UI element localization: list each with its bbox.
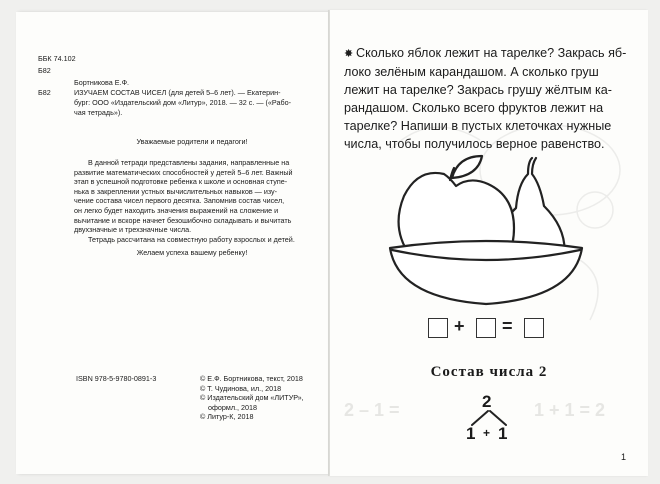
bowl-icon <box>390 241 582 304</box>
author-name: Бортникова Е.Ф. <box>74 78 130 87</box>
intro-paragraph <box>74 158 310 244</box>
right-page <box>330 10 648 476</box>
bbk-code: ББК 74.102 <box>38 54 76 63</box>
isbn: ISBN 978-5-9780-0891-3 <box>76 374 157 383</box>
left-page <box>16 12 330 474</box>
task-instructions <box>344 44 634 153</box>
task-line: тарелке? Напиши в пустых клеточках нужные <box>344 119 612 133</box>
copyright-block <box>200 374 324 422</box>
copyright-line: © Литур-К, 2018 <box>200 412 254 422</box>
greeting: Уважаемые родители и педагоги! <box>136 137 248 146</box>
biblio-line-2: бург: ООО «Издательский дом «Литур», 2018. — 32 с. — («Рабо- <box>74 98 291 107</box>
copyright-line: оформл., 2018 <box>208 402 258 412</box>
intro-line: он легко будет находить значения выражений на сложение и <box>74 205 279 215</box>
biblio-line-1: ИЗУЧАЕМ СОСТАВ ЧИСЕЛ (для детей 5–6 лет). — Екатерин- <box>74 88 281 97</box>
composition-left-number: 1 <box>466 424 476 443</box>
task-line <box>344 44 634 63</box>
intro-line: двухзначные и трехзначные числа. <box>74 225 192 235</box>
answer-box-1[interactable] <box>428 318 448 338</box>
intro-line: нька в закреплении устных вычислительных навыков — изу- <box>74 186 278 196</box>
copyright-line: © Издательский дом «ЛИТУР», <box>200 393 304 403</box>
intro-line: В данной тетради представлены задания, направленные на <box>88 158 290 167</box>
catalog-code-2: Б82 <box>38 88 51 97</box>
section-heading: Состав числа 2 <box>430 364 548 380</box>
intro-line: развитие математических способностей у детей 5–6 лет. Важный <box>74 167 293 177</box>
composition-right-number: 1 <box>498 424 508 443</box>
biblio-line-3: чая тетрадь»). <box>74 108 123 117</box>
answer-box-2[interactable] <box>476 318 496 338</box>
faint-expression-left: 2 – 1 = <box>344 400 400 420</box>
task-line: лежит на тарелке? Закрась грушу жёлтым ка- <box>344 83 612 97</box>
page-number: 1 <box>620 452 626 462</box>
leaf-icon <box>452 156 482 178</box>
task-line: рандашом. Сколько всего фруктов лежит на <box>344 101 604 115</box>
plus-sign: + <box>454 316 465 336</box>
catalog-code: Б82 <box>38 66 51 75</box>
faint-expression-right: 1 + 1 = 2 <box>534 400 606 420</box>
star-bullet-icon: ✸ <box>344 48 354 60</box>
fruit-bowl-illustration <box>386 148 586 308</box>
task-line: локо зелёным карандашом. А сколько груш <box>344 65 599 79</box>
composition-top-number: 2 <box>482 392 492 411</box>
task-line-text: Сколько яблок лежит на тарелке? Закрась яб- <box>356 46 627 60</box>
composition-plus: + <box>483 426 491 440</box>
copyright-line: © Е.Ф. Бортникова, текст, 2018 <box>200 374 303 383</box>
task-line: числа, чтобы получилось верное равенство. <box>344 137 605 151</box>
copyright-line: © Т. Чудинова, ил., 2018 <box>200 383 282 393</box>
wish-line: Желаем успеха вашему ребенку! <box>136 248 248 257</box>
equals-sign: = <box>502 316 513 336</box>
intro-line: вычитание и вскоре начнет безошибочно складывать и вычитать <box>74 215 292 225</box>
answer-box-3[interactable] <box>524 318 544 338</box>
note-line: Тетрадь рассчитана на совместную работу взрослых и детей. <box>88 234 295 244</box>
intro-line: этап в успешной подготовке ребенка к школе и основная ступе- <box>74 177 288 187</box>
intro-line: чение состава чисел первого десятка. Запомнив состав чисел, <box>74 196 285 206</box>
